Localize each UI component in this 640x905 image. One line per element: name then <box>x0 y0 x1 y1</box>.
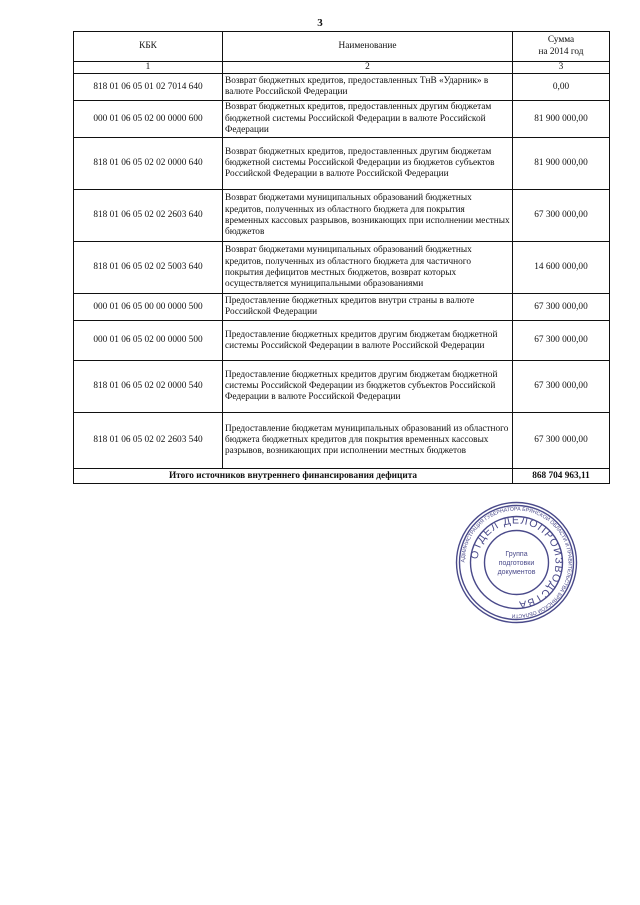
total-label: Итого источников внутреннего финансирования дефицита <box>74 469 513 484</box>
row-name: Возврат бюджетных кредитов, предоставленных другим бюджетам бюджетной системы Российской Федерации в валюте Российской Федерации <box>223 101 513 138</box>
row-name: Предоставление бюджетных кредитов другим бюджетам бюджетной системы Российской Федерации в валюте Российской Федерации <box>223 321 513 361</box>
row-amount: 67 300 000,00 <box>513 321 610 361</box>
table-header-row <box>74 32 610 62</box>
table-row <box>74 361 610 413</box>
table-row <box>74 74 610 101</box>
table-row <box>74 242 610 294</box>
column-number-2: 2 <box>223 62 513 74</box>
row-amount: 67 300 000,00 <box>513 413 610 469</box>
row-name: Возврат бюджетами муниципальных образований бюджетных кредитов, полученных из областного бюджета для покрытия временных кассовых разрывов, возникающих при исполнении местных бюджетов <box>223 190 513 242</box>
row-amount: 67 300 000,00 <box>513 190 610 242</box>
row-name: Предоставление бюджетных кредитов внутри страны в валюте Российской Федерации <box>223 294 513 321</box>
table-row <box>74 294 610 321</box>
stamp-center-line1: Группа <box>505 551 528 558</box>
row-code: 000 01 06 05 02 00 0000 500 <box>74 321 223 361</box>
row-name: Возврат бюджетами муниципальных образований бюджетных кредитов, полученных из областного бюджета для частичного покрытия дефицитов местных бюджетов, возврат которых осуществляется муниципальными образованиями <box>223 242 513 294</box>
row-name: Предоставление бюджетных кредитов другим бюджетам бюджетной системы Российской Федерации из бюджетов субъектов Российской Федерации в валюте Российской Федерации <box>223 361 513 413</box>
column-number-row <box>74 62 610 74</box>
row-code: 000 01 06 05 00 00 0000 500 <box>74 294 223 321</box>
table-row <box>74 101 610 138</box>
budget-table <box>73 31 610 484</box>
column-number-3: 3 <box>513 62 610 74</box>
row-amount: 0,00 <box>513 74 610 101</box>
row-code: 818 01 06 05 02 02 0000 540 <box>74 361 223 413</box>
column-number-1: 1 <box>74 62 223 74</box>
header-sum-line2: на 2014 год <box>538 46 584 57</box>
stamp-center-line3: документов <box>497 569 536 576</box>
total-row <box>74 469 610 484</box>
row-amount: 67 300 000,00 <box>513 361 610 413</box>
row-amount: 67 300 000,00 <box>513 294 610 321</box>
stamp-ring-text: ОТДЕЛ ДЕЛОПРОИЗВОДСТВА <box>468 514 565 611</box>
header-name: Наименование <box>223 32 513 62</box>
table-row <box>74 190 610 242</box>
table-row <box>74 321 610 361</box>
row-name: Предоставление бюджетам муниципальных образований из областного бюджета бюджетных кредитов для покрытия временных кассовых разрывов, возникающих при исполнении местных бюджетов <box>223 413 513 469</box>
header-sum <box>513 32 610 62</box>
official-stamp <box>454 500 579 625</box>
row-code: 818 01 06 05 01 02 7014 640 <box>74 74 223 101</box>
table-row <box>74 413 610 469</box>
total-amount: 868 704 963,11 <box>513 469 610 484</box>
row-code: 818 01 06 05 02 02 0000 640 <box>74 138 223 190</box>
row-amount: 81 900 000,00 <box>513 138 610 190</box>
row-name: Возврат бюджетных кредитов, предоставленных ТнВ «Ударник» в валюте Российской Федерации <box>223 74 513 101</box>
stamp-outer-text: АДМИНИСТРАЦИЯ ГУБЕРНАТОРА БРЯНСКОЙ ОБЛАСТИ И ПРАВИТЕЛЬСТВА БРЯНСКОЙ ОБЛАСТИ <box>460 506 573 619</box>
header-sum-line1: Сумма <box>547 35 575 46</box>
row-code: 818 01 06 05 02 02 5003 640 <box>74 242 223 294</box>
row-code: 818 01 06 05 02 02 2603 640 <box>74 190 223 242</box>
row-amount: 14 600 000,00 <box>513 242 610 294</box>
row-code: 000 01 06 05 02 00 0000 600 <box>74 101 223 138</box>
page-number: 3 <box>317 17 323 29</box>
row-name: Возврат бюджетных кредитов, предоставленных другим бюджетам бюджетной системы Российской Федерации из бюджетов субъектов Российской Федерации в валюте Российской Федерации <box>223 138 513 190</box>
row-amount: 81 900 000,00 <box>513 101 610 138</box>
header-kbk: КБК <box>74 32 223 62</box>
row-code: 818 01 06 05 02 02 2603 540 <box>74 413 223 469</box>
table-row <box>74 138 610 190</box>
stamp-center-line2: подготовки <box>498 560 535 567</box>
